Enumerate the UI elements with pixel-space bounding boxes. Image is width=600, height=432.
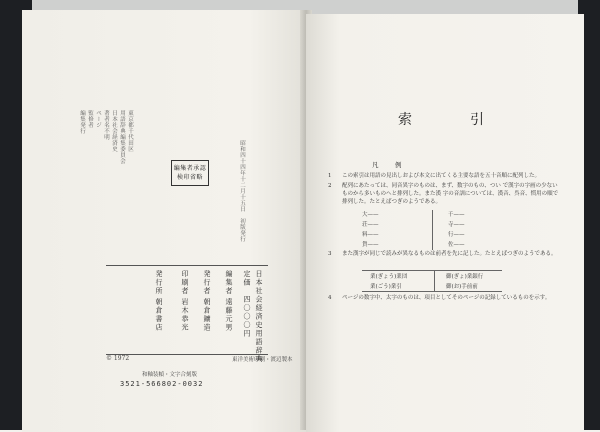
table-row	[362, 210, 498, 220]
table-cell: 業(ぎょう)業団	[370, 274, 408, 280]
table-row	[362, 271, 502, 281]
rule-number: 4	[328, 295, 332, 301]
rule-paragraph	[328, 172, 560, 180]
rule-text: 配列にあたっては、同音異字のものは、まず、数字のもの、つい で漢字の字画の少ないものから多いものへと排列した。また漢 字の音訓については、漢音、呉音、慣用の順で排列した。たとえばつぎのようである。	[342, 183, 559, 205]
publisher-name: 朝倉鑛造	[203, 298, 211, 332]
rule-paragraph	[328, 294, 560, 302]
rule-text: この索引は用語の見出しおよび本文に出てくる主要な語を五十音順に配列した。	[342, 173, 541, 179]
vertical-header-line: 著者名不明	[103, 110, 109, 140]
rule-text: また漢字が同じで読みが異なるものは前者を先に記した。たとえばつぎのようである。	[342, 251, 557, 257]
rule-number: 3	[328, 251, 332, 257]
vertical-header-line: 東京都千代田区	[127, 110, 133, 152]
table-cell: 佐——	[448, 242, 465, 248]
table-cell: 寺——	[448, 222, 465, 228]
rule-paragraph	[328, 182, 560, 206]
table-cell: 業(ごう)業引	[370, 284, 402, 290]
vertical-header-line: 編集発行	[79, 110, 85, 134]
book-title: 日本社会経済史用語辞典	[255, 270, 263, 364]
inspection-stamp	[171, 160, 209, 186]
left-page	[22, 10, 306, 432]
stamp-line: 編集者承認	[173, 165, 207, 172]
company-name: 朝倉書店	[155, 298, 163, 332]
editor-label: 編集者	[225, 270, 233, 296]
rules-heading: 凡 例	[372, 161, 407, 169]
table-row	[362, 230, 498, 240]
vertical-header-line: 用語辞典編集委員会	[119, 110, 125, 164]
vertical-header-line: 監修者	[87, 110, 93, 128]
table-row	[362, 220, 498, 230]
printer-binder-note: 東洋美術印刷・渡辺製本	[232, 357, 293, 363]
table-cell: 荘——	[362, 222, 379, 228]
rule-text: ページの数字中、太字のものは、項目としてそのページの記録しているものを示す。	[342, 295, 551, 301]
table-cell: 行——	[448, 232, 465, 238]
table-row	[362, 240, 498, 250]
table-cell: 御(ぎょ)業銀行	[446, 274, 484, 280]
page-title: 索 引	[398, 112, 506, 128]
rule-number: 1	[328, 173, 332, 179]
example-table-1	[362, 210, 498, 250]
table-cell: 大——	[362, 212, 379, 218]
example-table-2	[362, 270, 502, 292]
vertical-header-line: 日本社会経済史	[111, 110, 117, 152]
stamp-line: 検印省略	[176, 174, 203, 181]
right-page	[306, 14, 584, 432]
printer-name: 岩木恭光	[181, 298, 189, 332]
company-label: 発行所	[155, 270, 163, 296]
footer-note: 和軸装幀・文字合刻版	[142, 372, 198, 378]
copyright: © 1972	[106, 355, 130, 362]
table-cell: 御(お)手前前	[446, 284, 478, 290]
editor-name: 遠藤元男	[225, 298, 233, 332]
publisher-label: 発行者	[203, 270, 211, 296]
book-code: 3521-566802-0032	[120, 380, 204, 388]
rule-paragraph	[328, 250, 560, 258]
rule-number: 2	[328, 183, 332, 189]
price: 定価 四〇〇〇円	[243, 270, 251, 338]
table-cell: 貨——	[362, 242, 379, 248]
table-row	[362, 281, 502, 291]
table-cell: 料——	[362, 232, 379, 238]
publication-date-line: 昭和四十四年十二月十五日 初版発行	[239, 140, 245, 242]
table-cell: 千——	[448, 212, 465, 218]
vertical-header-line: ページ	[95, 110, 101, 128]
printer-label: 印刷者	[181, 270, 189, 296]
